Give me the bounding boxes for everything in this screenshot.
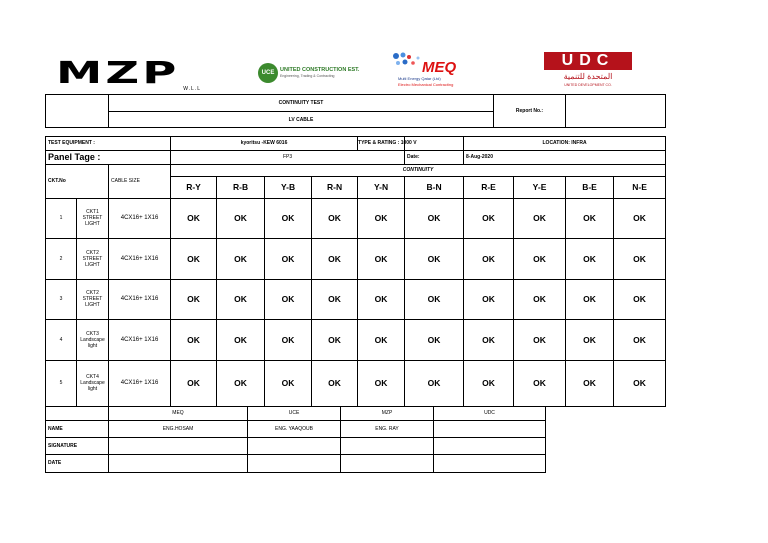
col-header: R-N [312,176,358,198]
result-cell: OK [514,198,566,238]
result-cell: OK [566,360,614,406]
name-mzp: ENG. RAY [341,420,434,437]
result-cell: OK [358,279,405,319]
cable-size: 4CX16+ 1X16 [109,360,171,406]
circuit-name: CKT2 STREET LIGHT [77,279,109,319]
meq-logo [392,52,474,90]
signature-cell[interactable] [109,437,248,454]
signature-cell[interactable] [248,437,341,454]
result-cell: OK [358,238,405,279]
result-cell: OK [312,319,358,360]
party-uce: UCE [248,406,341,420]
result-cell: OK [464,279,514,319]
report-header [45,94,666,136]
circuit-name: CKT3 Landscape light [77,319,109,360]
result-cell: OK [171,360,217,406]
uce-logo-name: UNITED CONSTRUCTION EST. [280,67,360,73]
result-cell: OK [566,198,614,238]
sig-date-cell[interactable] [434,454,546,472]
uce-seal-icon: UCE [258,63,278,83]
location-label: LOCATION: INFRA [464,136,666,150]
result-cell: OK [217,238,265,279]
cable-size: 4CX16+ 1X16 [109,319,171,360]
col-header: N-E [614,176,666,198]
col-header: R-Y [171,176,217,198]
uce-logo-tagline: Engineering, Trading & Contracting [280,74,335,78]
sig-date-cell[interactable] [248,454,341,472]
header-blank-left [46,95,109,128]
name-udc [434,420,546,437]
test-equipment-label: TEST EQUIPMENT : [46,136,171,150]
name-uce: ENG. YAAQOUB [248,420,341,437]
sig-date-cell[interactable] [109,454,248,472]
result-cell: OK [358,360,405,406]
result-cell: OK [265,279,312,319]
date-value: 8-Aug-2020 [464,150,666,164]
result-cell: OK [566,319,614,360]
col-header: Y-B [265,176,312,198]
col-header: B-N [405,176,464,198]
table-row [46,360,666,406]
result-cell: OK [514,360,566,406]
report-subtitle: LV CABLE [109,112,494,128]
result-cell: OK [514,279,566,319]
meq-logo-line1: Multi Energy Qatar (Ltd) [398,76,441,81]
table-row [46,198,666,238]
result-cell: OK [566,279,614,319]
result-cell: OK [217,279,265,319]
result-cell: OK [171,279,217,319]
result-cell: OK [171,319,217,360]
result-cell: OK [514,238,566,279]
report-no-value[interactable] [566,95,666,128]
result-cell: OK [358,319,405,360]
party-meq: MEQ [109,406,248,420]
col-header: B-E [566,176,614,198]
result-cell: OK [265,360,312,406]
panel-tag-value: FP3 [171,150,405,164]
table-row [46,319,666,360]
ckt-number: 3 [46,279,77,319]
date-label: Date: [405,150,464,164]
result-cell: OK [171,198,217,238]
circuit-name: CKT1 STREET LIGHT [77,198,109,238]
cable-size-header: CABLE SIZE [109,164,171,198]
cable-size: 4CX16+ 1X16 [109,238,171,279]
table-row [46,238,666,279]
ckt-number: 1 [46,198,77,238]
uce-logo [258,63,363,85]
result-cell: OK [312,279,358,319]
result-cell: OK [312,198,358,238]
mzp-logo-sub: W.L.L [183,86,201,92]
result-cell: OK [358,198,405,238]
result-cell: OK [464,319,514,360]
continuity-header: CONTINUITY [171,164,666,176]
sig-date-label: DATE [46,454,109,472]
result-cell: OK [614,238,666,279]
mzp-logo-text: MZP [56,56,180,91]
panel-tag-label: Panel Tage : [46,150,171,164]
mzp-logo [56,56,201,92]
signature-cell[interactable] [434,437,546,454]
col-header: R-B [217,176,265,198]
result-cell: OK [265,198,312,238]
result-cell: OK [405,360,464,406]
udc-logo-arabic: المتحدة للتنمية [563,72,613,81]
header-gap [46,128,666,136]
result-cell: OK [405,198,464,238]
sig-date-cell[interactable] [341,454,434,472]
table-row [46,279,666,319]
sig-corner [46,406,109,420]
cable-size: 4CX16+ 1X16 [109,198,171,238]
meq-logo-text: MEQ [422,59,457,76]
result-cell: OK [312,238,358,279]
result-cell: OK [614,319,666,360]
result-cell: OK [614,198,666,238]
result-cell: OK [405,238,464,279]
ckt-no-header: CKT.No [46,164,109,198]
meq-dots-icon [392,52,422,70]
continuity-table [45,136,666,407]
party-mzp: MZP [341,406,434,420]
result-cell: OK [614,279,666,319]
result-cell: OK [405,279,464,319]
signature-cell[interactable] [341,437,434,454]
test-equipment-value: kyoritsu -KEW 6016 [171,136,358,150]
result-cell: OK [217,198,265,238]
ckt-number: 2 [46,238,77,279]
circuit-name: CKT2 STREET LIGHT [77,238,109,279]
col-header: Y-N [358,176,405,198]
result-cell: OK [312,360,358,406]
report-title: CONTINUITY TEST [109,95,494,112]
meq-logo-line2: Electro Mechanical Contracting [398,82,454,87]
result-cell: OK [405,319,464,360]
result-cell: OK [464,238,514,279]
udc-logo-english: UNITED DEVELOPMENT CO. [564,83,612,87]
result-cell: OK [265,319,312,360]
signature-label: SIGNATURE [46,437,109,454]
result-cell: OK [566,238,614,279]
result-cell: OK [217,360,265,406]
ckt-number: 5 [46,360,77,406]
name-label: NAME [46,420,109,437]
udc-logo-text: UDC [544,52,632,70]
col-header: R-E [464,176,514,198]
result-cell: OK [464,198,514,238]
result-cell: OK [171,238,217,279]
result-cell: OK [514,319,566,360]
result-cell: OK [614,360,666,406]
signature-table [45,406,546,473]
circuit-name: CKT4 Landscape light [77,360,109,406]
name-meq: ENG.HOSAM [109,420,248,437]
result-cell: OK [464,360,514,406]
result-cell: OK [217,319,265,360]
col-header: Y-E [514,176,566,198]
party-udc: UDC [434,406,546,420]
udc-logo [542,52,634,92]
ckt-number: 4 [46,319,77,360]
result-cell: OK [265,238,312,279]
cable-size: 4CX16+ 1X16 [109,279,171,319]
report-no-label: Report No.: [494,95,566,128]
type-rating-label: TYPE & RATING : 1000 V [358,136,405,150]
report-sheet [45,94,665,473]
